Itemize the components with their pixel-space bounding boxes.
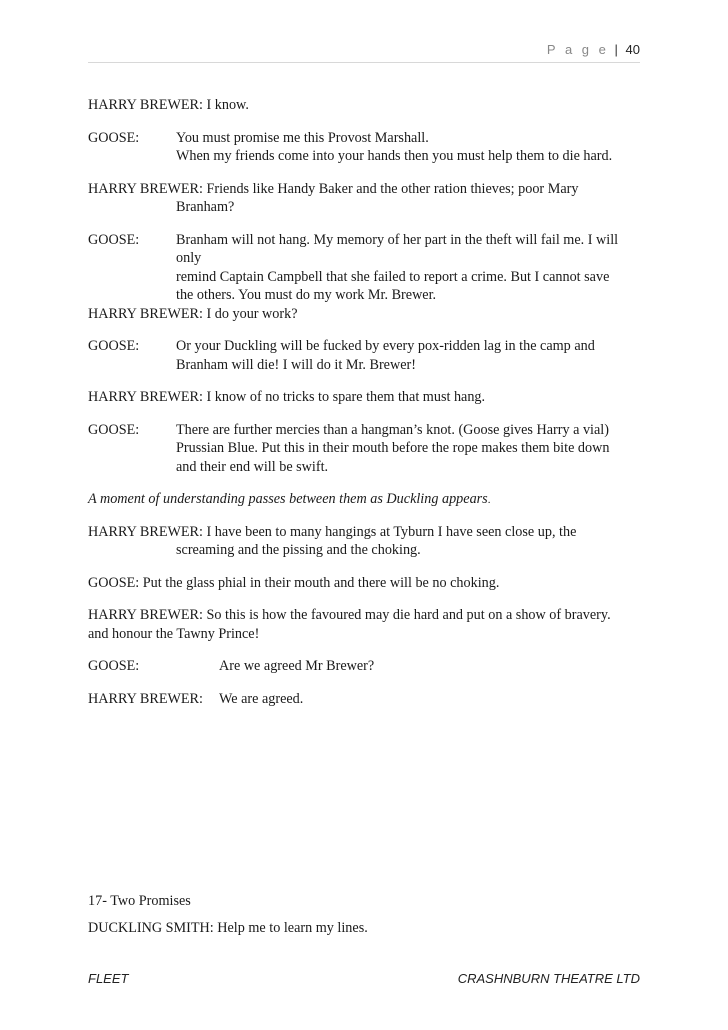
speaker-name: GOOSE:: [88, 421, 140, 438]
dialogue-line: HARRY BREWER: I know.: [88, 97, 249, 113]
dialogue-line: GOOSE: Are we agreed Mr Brewer?: [88, 658, 375, 674]
speaker-name: GOOSE:: [88, 338, 140, 354]
dialogue-line: HARRY BREWER: So this is how the favoured may die hard and put on a show of bravery. and honour the Tawny Prince!: [88, 607, 611, 642]
speaker-name: HARRY BREWER:: [88, 690, 203, 707]
stage-direction: A moment of understanding passes between them as Duckling appears.: [88, 491, 491, 507]
dialogue-line: HARRY BREWER: I do your work?: [88, 305, 298, 322]
dialogue-line: HARRY BREWER: I know of no tricks to spare them that must hang.: [88, 389, 486, 405]
dialogue-line: HARRY BREWER: Friends like Handy Baker and the other ration thieves; poor Mary Branham?: [88, 180, 579, 215]
dialogue-line: HARRY BREWER: I have been to many hangings at Tyburn I have seen close up, the screaming and the pissing and the choking.: [88, 523, 577, 558]
dialogue-line: GOOSE: There are further mercies than a hangman’s knot. (Goose gives Harry a vial) Prussian Blue. Put this in their mouth before the rope makes them bite down and their end will be swift.: [88, 421, 610, 475]
speaker-name: GOOSE:: [88, 129, 140, 146]
scene-block: [88, 892, 368, 945]
footer-title: FLEET: [88, 971, 129, 986]
footer-company: CRASHNBURN THEATRE LTD: [457, 971, 640, 986]
dialogue-line: GOOSE: Branham will not hang. My memory of her part in the theft will fail me. I will only remind Captain Campbell that she failed to report a crime. But I cannot save the others. You must do my work Mr. Brewer.: [88, 231, 619, 303]
dialogue-line: HARRY BREWER: We are agreed.: [88, 690, 304, 707]
page-header: [547, 42, 640, 57]
page-label: P a g e: [546, 42, 609, 57]
dialogue-line: GOOSE: You must promise me this Provost Marshall. When my friends come into your hands then you must help them to die hard.: [88, 129, 613, 164]
script-body: [88, 96, 648, 722]
dialogue-line: GOOSE: Or your Duckling will be fucked by every pox-ridden lag in the camp and Branham will die! I will do it Mr. Brewer!: [88, 338, 595, 373]
header-rule: [88, 62, 640, 63]
speaker-name: GOOSE:: [88, 658, 140, 674]
dialogue-line: DUCKLING SMITH: Help me to learn my lines.: [88, 919, 368, 936]
dialogue-line: GOOSE: Put the glass phial in their mouth and there will be no choking.: [88, 574, 500, 591]
scene-title: 17- Two Promises: [88, 893, 191, 909]
speaker-name: GOOSE:: [88, 231, 140, 248]
page-separator: |: [614, 42, 618, 57]
page-number: 40: [625, 42, 640, 57]
